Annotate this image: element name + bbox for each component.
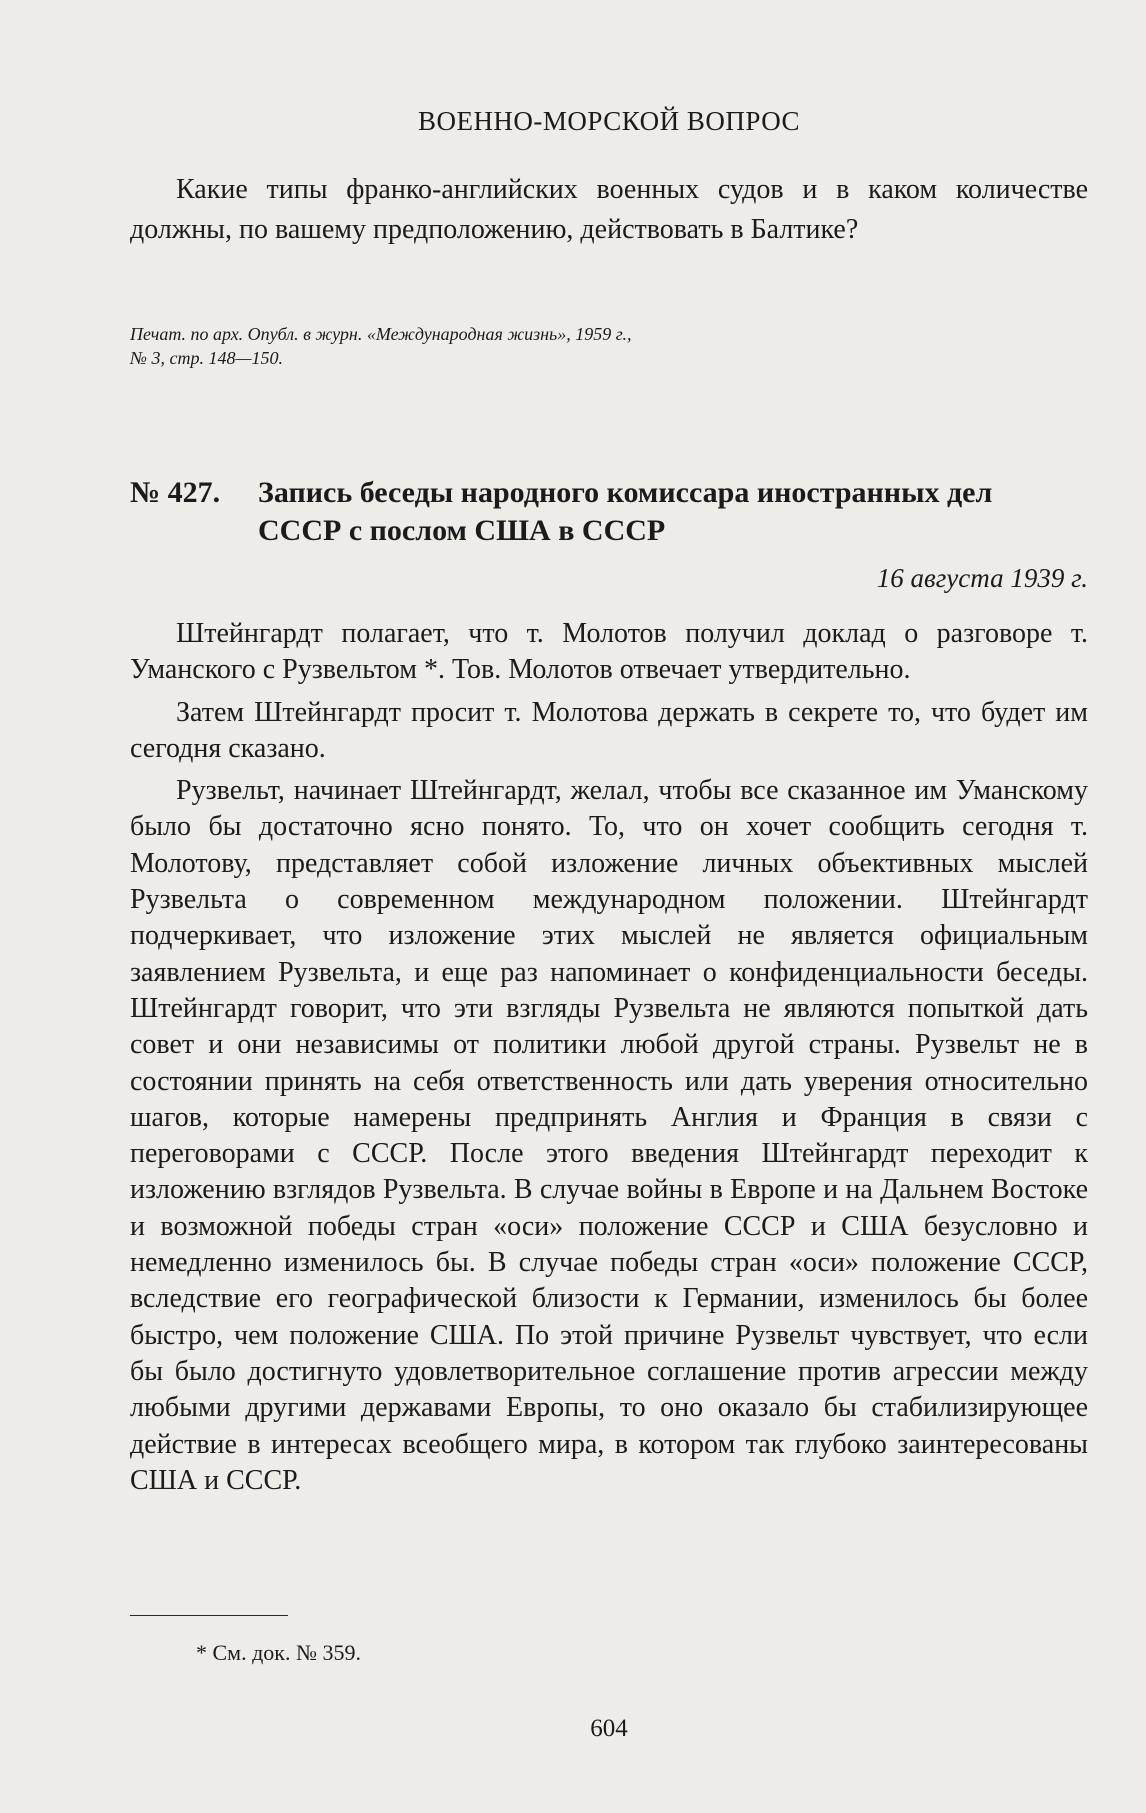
document-date: 16 августа 1939 г. xyxy=(876,563,1088,593)
source-note: Печат. по арх. Опубл. в журн. «Международная жизнь», 1959 г., № 3, стр. 148—150. xyxy=(130,324,632,368)
page-number: 604 xyxy=(590,1715,628,1742)
document-title-line2: СССР с послом США в СССР xyxy=(258,514,666,547)
document-body xyxy=(130,616,1088,1505)
footnote: * См. док. № 359. xyxy=(196,1640,361,1665)
document-title xyxy=(130,474,1088,550)
question-paragraph: Какие типы франко-английских военных судов и в каком количестве должны, по вашему предположению, действовать в Балтике? xyxy=(130,174,1088,245)
section-heading: ВОЕННО-МОРСКОЙ ВОПРОС xyxy=(417,106,801,136)
document-title-line1: Запись беседы народного комиссара иностранных дел xyxy=(258,476,993,509)
body-paragraph: Штейнгардт полагает, что т. Молотов получил доклад о разговоре т. Уманского с Рузвельтом *. Тов. Молотов отвечает утвердительно. xyxy=(130,618,1088,686)
body-paragraph: Затем Штейнгардт просит т. Молотова держать в секрете то, что будет им сегодня сказано. xyxy=(130,696,1088,764)
footnote-divider xyxy=(130,1615,288,1616)
document-number: № 427. xyxy=(130,476,221,509)
body-paragraph: Рузвельт, начинает Штейнгардт, желал, чтобы все сказанное им Уманскому было бы достаточно ясно понято. То, что он хочет сообщить сегодня т. Молотову, представляет собой изложение личных объективных мыслей Рузвельта о современном международном положении. Штейнгардт подчеркивает, что изложение этих мыслей не является официальным заявлением Рузвельта, и еще раз напоминает о конфиденциальности беседы. Штейнгардт говорит, что эти взгляды Рузвельта не являются попыткой дать совет и они независимы от политики любой другой страны. Рузвельт не в состоянии принять на себя ответственность или дать уверения относительно шагов, которые намерены предпринять Англия и Франция в связи с переговорами с СССР. После этого введения Штейнгардт переходит к изложению взглядов Рузвельта. В случае войны в Европе и на Дальнем Востоке и возможной победы стран «оси» положение СССР и США безусловно и немедленно изменилось бы. В случае победы стран «оси» положение СССР, вследствие его географической близости к Германии, изменилось бы более быстро, чем положение США. По этой причине Рузвельт чувствует, что если бы было достигнуто удовлетворительное соглашение против агрессии между любыми другими державами Европы, то оно оказало бы стабилизирующее действие в интересах всеобщего мира, в котором так глубоко заинтересованы США и СССР. xyxy=(130,775,1088,1496)
